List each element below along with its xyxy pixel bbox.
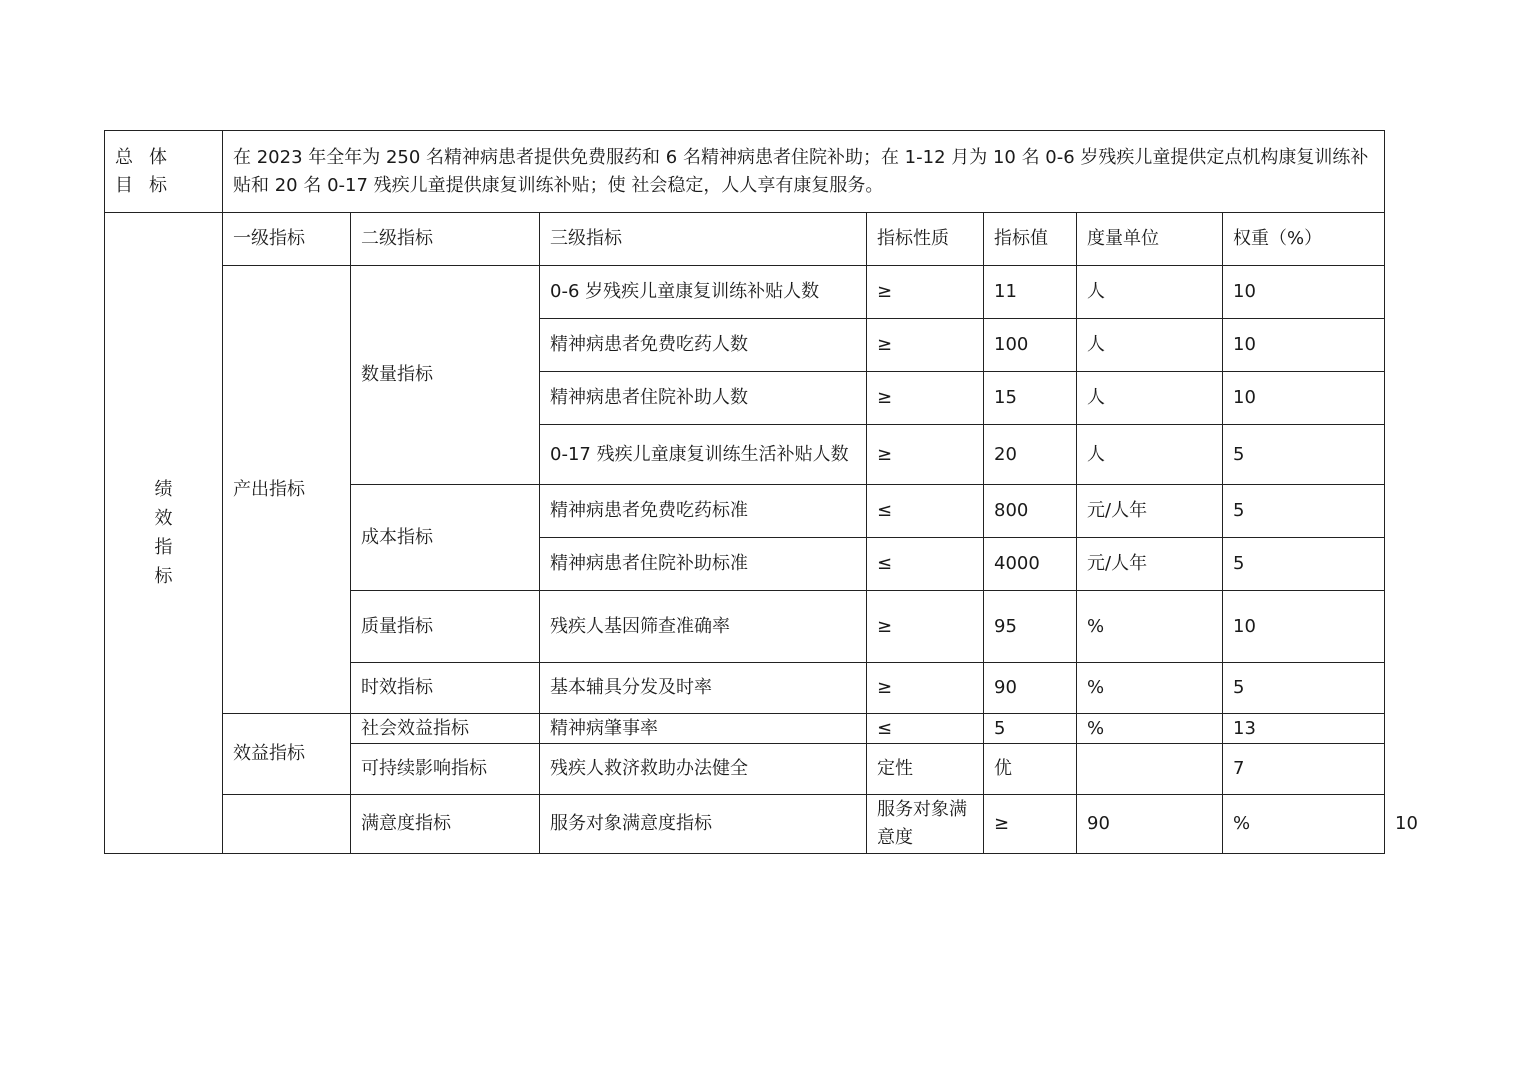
indicator-nature: ≥ [984,795,1077,854]
indicator-nature: ≥ [867,591,984,663]
indicator-unit: 人 [1077,319,1223,372]
indicator-unit: 人 [1077,372,1223,425]
indicator-unit: % [1077,591,1223,663]
indicator-name: 残疾人救济救助办法健全 [540,744,867,795]
indicator-weight: 13 [1223,714,1385,744]
indicator-nature: ≤ [867,714,984,744]
indicator-unit: 元/人年 [1077,538,1223,591]
output-indicator: 产出指标 [223,266,351,714]
blank-cell [223,795,351,854]
timeliness-indicator: 时效指标 [351,663,540,714]
indicator-name: 基本辅具分发及时率 [540,663,867,714]
cost-indicator: 成本指标 [351,485,540,591]
indicator-name: 精神病患者住院补助人数 [540,372,867,425]
indicator-weight: 10 [1223,591,1385,663]
header-value: 指标值 [984,213,1077,266]
indicator-unit: % [1077,714,1223,744]
indicator-unit: % [1077,663,1223,714]
indicator-name: 服务对象满意度 [867,795,984,854]
indicator-name: 0-17 残疾儿童康复训练生活补贴人数 [540,425,867,485]
indicator-weight: 5 [1223,663,1385,714]
indicator-nature: ≥ [867,319,984,372]
table-row [105,266,1385,319]
indicator-weight: 10 [1223,266,1385,319]
indicator-value: 4000 [984,538,1077,591]
performance-target-table [104,130,1418,854]
indicator-name: 0-6 岁残疾儿童康复训练补贴人数 [540,266,867,319]
indicator-value: 15 [984,372,1077,425]
indicator-name: 精神病患者免费吃药标准 [540,485,867,538]
table-row [105,714,1385,744]
indicator-name: 精神病肇事率 [540,714,867,744]
quantity-indicator: 数量指标 [351,266,540,485]
indicator-unit: 人 [1077,266,1223,319]
indicator-value: 90 [1077,795,1223,854]
indicator-name: 精神病患者免费吃药人数 [540,319,867,372]
quality-indicator: 质量指标 [351,591,540,663]
benefit-indicator: 效益指标 [223,714,351,795]
indicator-value: 5 [984,714,1077,744]
indicator-unit [1077,744,1223,795]
header-level3: 三级指标 [540,213,867,266]
social-benefit-indicator: 社会效益指标 [351,714,540,744]
indicator-weight: 5 [1223,485,1385,538]
header-level1: 一级指标 [223,213,351,266]
indicator-nature: ≥ [867,266,984,319]
indicator-nature: ≤ [867,485,984,538]
goal-row [105,131,1385,213]
header-nature: 指标性质 [867,213,984,266]
header-weight: 权重（%） [1223,213,1385,266]
sustainable-impact-indicator: 可持续影响指标 [351,744,540,795]
header-unit: 度量单位 [1077,213,1223,266]
goal-text: 在 2023 年全年为 250 名精神病患者提供免费服药和 6 名精神病患者住院补助；在 1-12 月为 10 名 0-6 岁残疾儿童提供定点机构康复训练补贴和 20 名 0-17 残疾儿童提供康复训练补贴；使 社会稳定，人人享有康复服务。 [223,131,1385,213]
indicator-value: 95 [984,591,1077,663]
indicator-weight: 5 [1223,425,1385,485]
indicator-value: 800 [984,485,1077,538]
indicator-name: 精神病患者住院补助标准 [540,538,867,591]
indicator-nature: 定性 [867,744,984,795]
indicator-value: 优 [984,744,1077,795]
indicator-value: 20 [984,425,1077,485]
header-level2: 二级指标 [351,213,540,266]
indicator-unit: % [1223,795,1385,854]
goal-label: 总 体 目 标 [105,131,223,213]
table-row: 满意度指标 服务对象满意度指标 服务对象满意度 ≥ 90 % 10 [105,795,1385,854]
header-row [105,213,1385,266]
indicator-value: 100 [984,319,1077,372]
indicator-nature: ≥ [867,425,984,485]
indicator-weight: 10 [1223,319,1385,372]
service-satisfaction-indicator: 服务对象满意度指标 [540,795,867,854]
indicator-unit: 元/人年 [1077,485,1223,538]
indicator-unit: 人 [1077,425,1223,485]
indicator-nature: ≤ [867,538,984,591]
indicator-nature: ≥ [867,372,984,425]
performance-indicator-label: 绩 效 指 标 [105,213,223,854]
indicator-weight: 5 [1223,538,1385,591]
indicator-value: 90 [984,663,1077,714]
indicator-name: 残疾人基因筛查准确率 [540,591,867,663]
indicator-weight: 10 [1223,372,1385,425]
indicator-value: 11 [984,266,1077,319]
indicator-nature: ≥ [867,663,984,714]
indicator-weight: 7 [1223,744,1385,795]
satisfaction-indicator: 满意度指标 [351,795,540,854]
